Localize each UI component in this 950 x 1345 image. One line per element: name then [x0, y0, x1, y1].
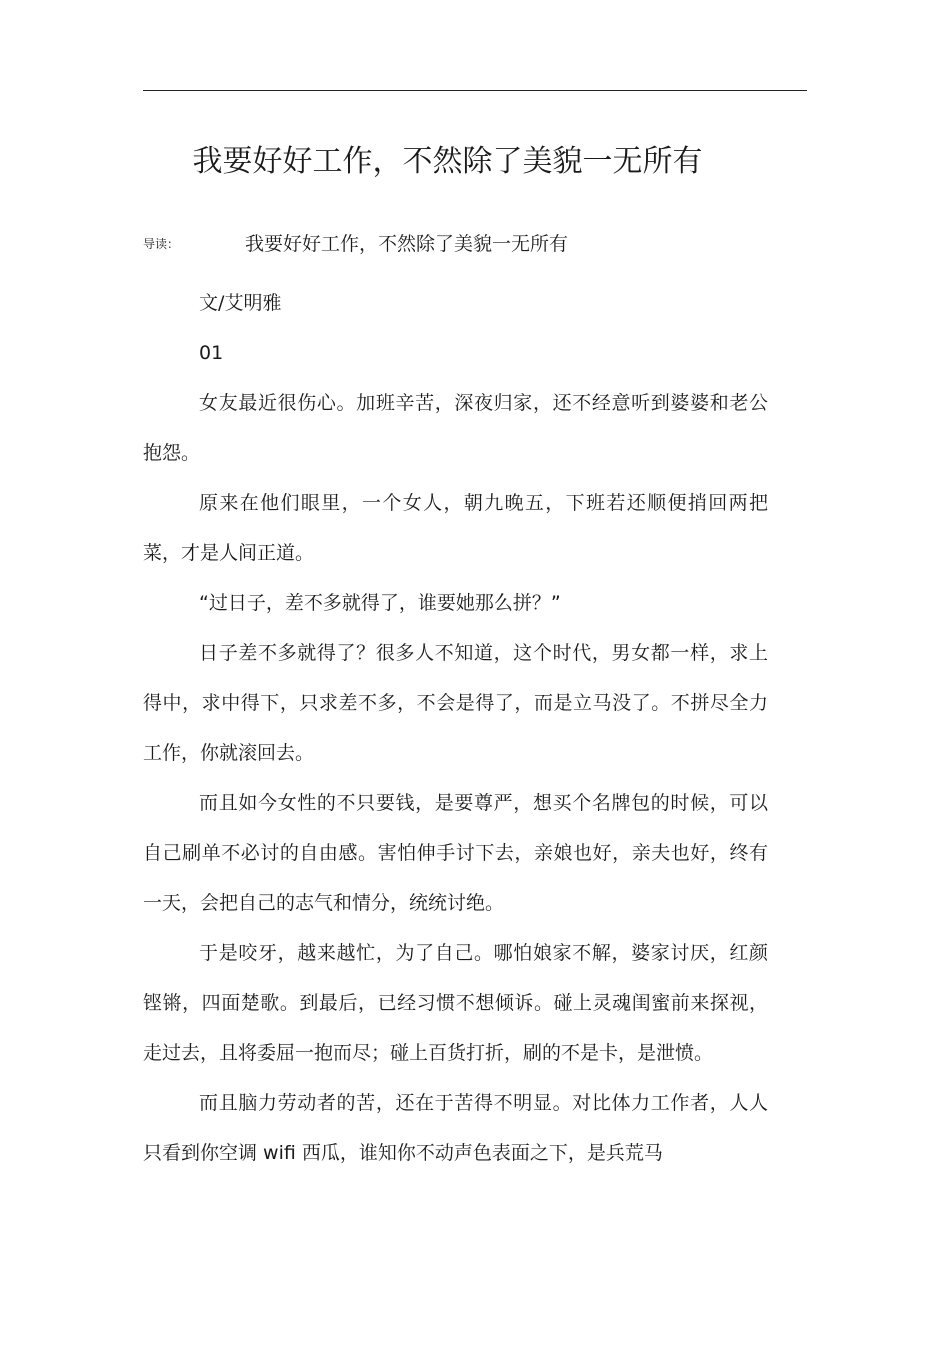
- paragraph: 日子差不多就得了？很多人不知道，这个时代，男女都一样，求上得中，求中得下，只求差不多，不会是得了，而是立马没了。不拼尽全力工作，你就滚回去。: [143, 642, 768, 764]
- paragraph: 于是咬牙，越来越忙，为了自己。哪怕娘家不解，婆家讨厌，红颜铿锵，四面楚歌。到最后，已经习惯不想倾诉。碰上灵魂闺蜜前来探视，走过去，且将委屈一抱而尽；碰上百货打折，刷的不是卡，是泄愤。: [143, 942, 768, 1064]
- article-body: [143, 278, 768, 1178]
- paragraph: 而且脑力劳动者的苦，还在于苦得不明显。对比体力工作者，人人只看到你空调 wifi 西瓜，谁知你不动声色表面之下，是兵荒马: [143, 1092, 768, 1164]
- lead-row: [143, 228, 807, 260]
- section-number: 01: [199, 342, 224, 364]
- quote-paragraph: “过日子，差不多就得了，谁要她那么拼？”: [199, 592, 561, 614]
- author-line: 文/艾明雅: [199, 292, 282, 314]
- lead-text: 我要好好工作，不然除了美貌一无所有: [245, 233, 569, 255]
- document-title: 我要好好工作，不然除了美貌一无所有: [192, 144, 703, 179]
- header-rule: [143, 90, 807, 91]
- paragraph: 原来在他们眼里，一个女人，朝九晚五，下班若还顺便捎回两把菜，才是人间正道。: [143, 492, 768, 564]
- paragraph: 女友最近很伤心。加班辛苦，深夜归家，还不经意听到婆婆和老公抱怨。: [143, 392, 768, 464]
- paragraph: 而且如今女性的不只要钱，是要尊严，想买个名牌包的时候，可以自己刷单不必讨的自由感。害怕伸手讨下去，亲娘也好，亲夫也好，终有一天，会把自己的志气和情分，统统讨绝。: [143, 792, 768, 914]
- lead-label: 导读：: [143, 237, 180, 251]
